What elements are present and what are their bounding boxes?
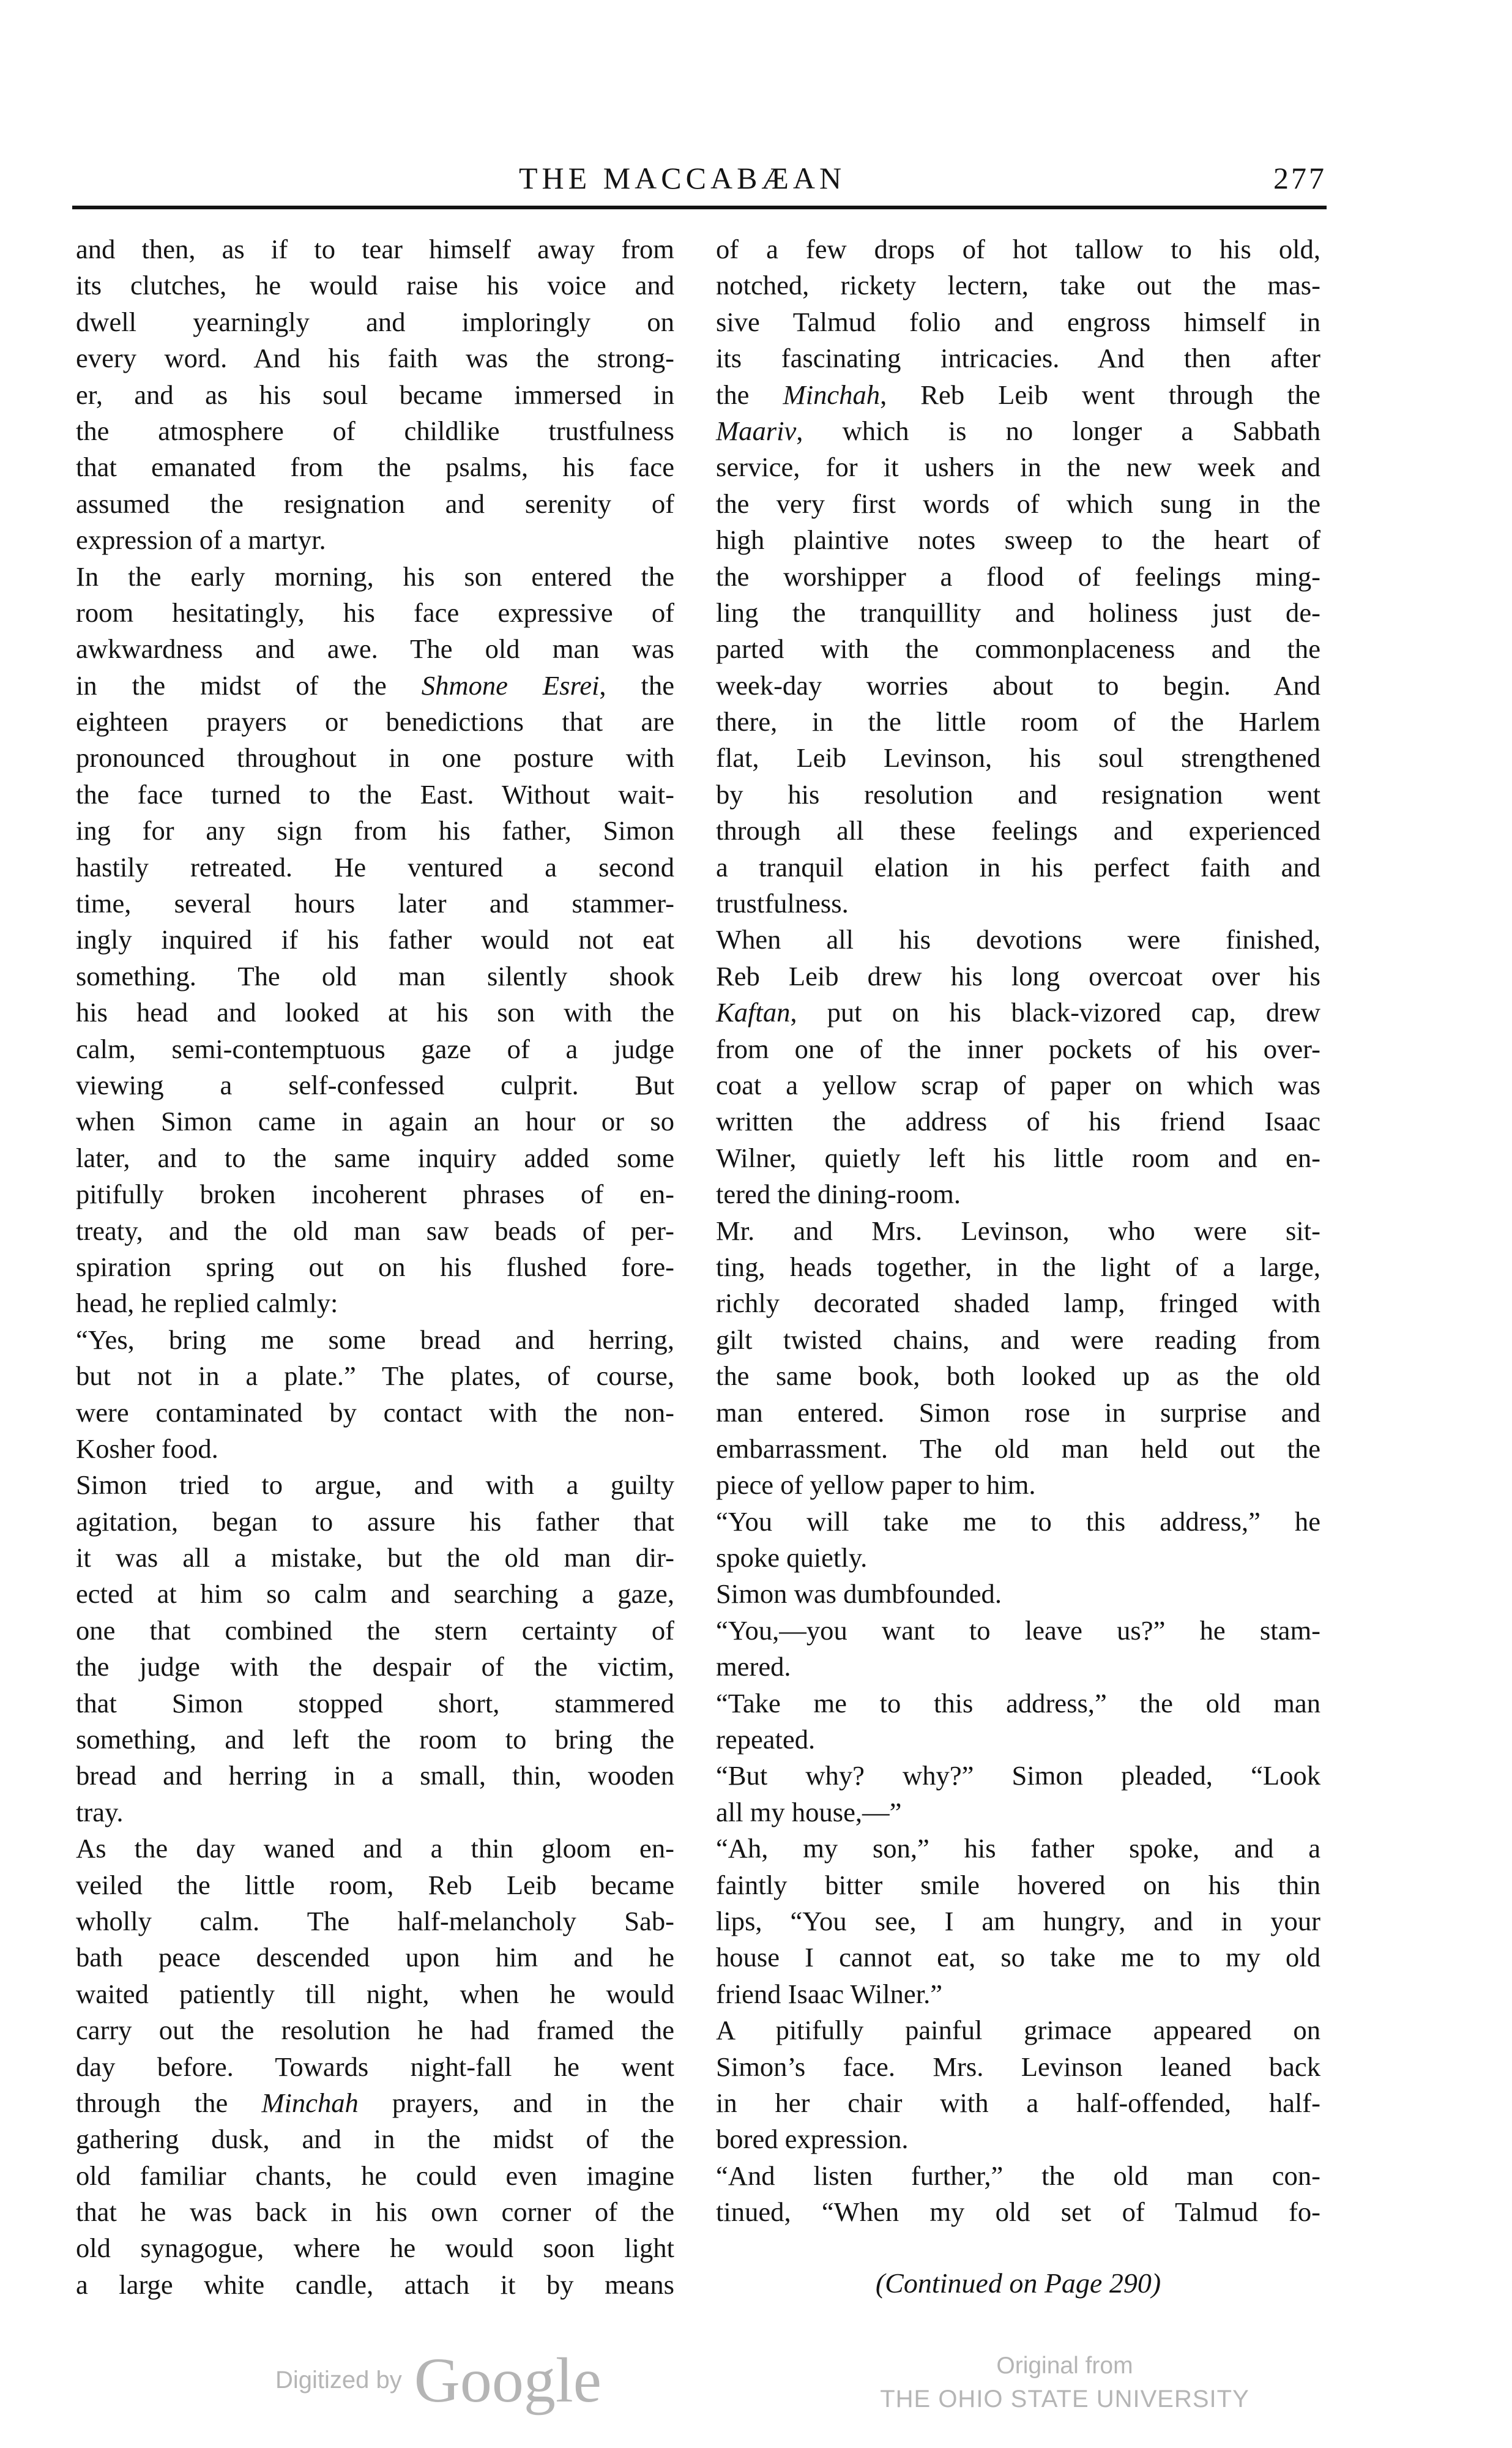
text-line: tinued, “When my old set of Talmud fo- bbox=[716, 2196, 1320, 2228]
text-line: his head and looked at his son with the bbox=[76, 997, 674, 1028]
text-line: through all these feelings and experienced bbox=[716, 815, 1320, 846]
text-line: bored expression. bbox=[716, 2124, 909, 2155]
text-line: from one of the inner pockets of his over- bbox=[716, 1033, 1320, 1064]
text-line: the face turned to the East. Without wait- bbox=[76, 778, 674, 810]
text-line: assumed the resignation and serenity of bbox=[76, 488, 674, 519]
text-line: “Ah, my son,” his father spoke, and a bbox=[716, 1833, 1320, 1864]
text-line: ting, heads together, in the light of a large, bbox=[716, 1251, 1320, 1282]
text-line: one that combined the stern certainty of bbox=[76, 1614, 674, 1646]
google-logo: Google bbox=[414, 2345, 601, 2416]
text-line: When all his devotions were finished, bbox=[716, 924, 1320, 955]
text-line: veiled the little room, Reb Leib became bbox=[76, 1869, 674, 1900]
text-line: spiration spring out on his flushed fore- bbox=[76, 1251, 674, 1282]
text-line: repeated. bbox=[716, 1724, 816, 1755]
text-line: ing for any sign from his father, Simon bbox=[76, 815, 674, 846]
text-line: sive Talmud folio and engross himself in bbox=[716, 306, 1320, 337]
text-line: Kaftan, put on his black-vizored cap, drew bbox=[716, 997, 1320, 1028]
original-from-label: Original from bbox=[996, 2353, 1133, 2379]
text-line: when Simon came in again an hour or so bbox=[76, 1106, 674, 1137]
text-line: the worshipper a flood of feelings ming- bbox=[716, 561, 1320, 592]
text-line: of a few drops of hot tallow to his old, bbox=[716, 234, 1320, 264]
header-rule bbox=[72, 206, 1327, 209]
text-line: that Simon stopped short, stammered bbox=[76, 1687, 674, 1718]
text-line: later, and to the same inquiry added some bbox=[76, 1142, 674, 1173]
text-line: high plaintive notes sweep to the heart of bbox=[716, 524, 1320, 556]
left-column bbox=[76, 231, 674, 2303]
text-line: waited patiently till night, when he would bbox=[76, 1978, 674, 2009]
text-line: in her chair with a half-offended, half- bbox=[716, 2087, 1320, 2118]
text-line: mered. bbox=[716, 1651, 791, 1682]
text-line: by his resolution and resignation went bbox=[716, 778, 1320, 810]
text-line: bath peace descended upon him and he bbox=[76, 1942, 674, 1973]
digitized-by-watermark bbox=[275, 2344, 601, 2416]
text-line: coat a yellow scrap of paper on which was bbox=[716, 1069, 1320, 1100]
text-line: In the early morning, his son entered the bbox=[76, 561, 674, 592]
text-line: through the Minchah prayers, and in the bbox=[76, 2087, 674, 2118]
text-line: agitation, began to assure his father that bbox=[76, 1506, 674, 1537]
text-line: a large white candle, attach it by means bbox=[76, 2269, 674, 2300]
text-line: Reb Leib drew his long overcoat over his bbox=[716, 960, 1320, 991]
text-line: ling the tranquillity and holiness just de- bbox=[716, 597, 1320, 628]
text-line: lips, “You see, I am hungry, and in your bbox=[716, 1905, 1320, 1936]
text-line: week-day worries about to begin. And bbox=[716, 670, 1320, 701]
text-line: treaty, and the old man saw beads of per- bbox=[76, 1215, 674, 1246]
text-line: tered the dining-room. bbox=[716, 1179, 961, 1210]
text-line: “Yes, bring me some bread and herring, bbox=[76, 1324, 674, 1355]
text-line: parted with the commonplaceness and the bbox=[716, 633, 1320, 665]
text-line: flat, Leib Levinson, his soul strengthened bbox=[716, 742, 1320, 774]
text-line: er, and as his soul became immersed in bbox=[76, 379, 674, 410]
text-line: Simon tried to argue, and with a guilty bbox=[76, 1469, 674, 1501]
text-line: there, in the little room of the Harlem bbox=[716, 706, 1320, 737]
text-line: “And listen further,” the old man con- bbox=[716, 2160, 1320, 2191]
text-line: the very first words of which sung in the bbox=[716, 488, 1320, 519]
original-from-watermark bbox=[844, 2350, 1285, 2416]
text-line: its clutches, he would raise his voice and bbox=[76, 270, 674, 301]
text-line: Simon’s face. Mrs. Levinson leaned back bbox=[716, 2051, 1320, 2082]
text-line: expression of a martyr. bbox=[76, 524, 326, 556]
text-line: and then, as if to tear himself away from bbox=[76, 234, 674, 264]
text-line: head, he replied calmly: bbox=[76, 1288, 338, 1319]
text-line: time, several hours later and stammer- bbox=[76, 888, 674, 919]
text-line: service, for it ushers in the new week and bbox=[716, 452, 1320, 483]
text-line: that emanated from the psalms, his face bbox=[76, 452, 674, 483]
text-line: ected at him so calm and searching a gaze, bbox=[76, 1578, 674, 1610]
text-line: but not in a plate.” The plates, of course, bbox=[76, 1360, 674, 1392]
text-line: old familiar chants, he could even imagine bbox=[76, 2160, 674, 2191]
text-line: Mr. and Mrs. Levinson, who were sit- bbox=[716, 1215, 1320, 1246]
text-line: friend Isaac Wilner.” bbox=[716, 1978, 943, 2009]
text-line: “You will take me to this address,” he bbox=[716, 1506, 1320, 1537]
running-header bbox=[72, 160, 1327, 209]
text-line: something, and left the room to bring the bbox=[76, 1724, 674, 1755]
digitized-by-label: Digitized by bbox=[275, 2367, 402, 2394]
text-line: awkwardness and awe. The old man was bbox=[76, 633, 674, 665]
text-line: A pitifully painful grimace appeared on bbox=[716, 2015, 1320, 2046]
text-line: that he was back in his own corner of the bbox=[76, 2196, 674, 2228]
text-line: written the address of his friend Isaac bbox=[716, 1106, 1320, 1137]
text-line: man entered. Simon rose in surprise and bbox=[716, 1397, 1320, 1428]
text-line: gathering dusk, and in the midst of the bbox=[76, 2124, 674, 2155]
text-line: hastily retreated. He ventured a second bbox=[76, 851, 674, 883]
text-line: “You,—you want to leave us?” he stam- bbox=[716, 1614, 1320, 1646]
text-line: in the midst of the Shmone Esrei, the bbox=[76, 670, 675, 701]
text-line: the Minchah, Reb Leib went through the bbox=[716, 379, 1320, 410]
text-line: spoke quietly. bbox=[716, 1542, 868, 1573]
text-line: Maariv, which is no longer a Sabbath bbox=[716, 415, 1320, 446]
university-name: THE OHIO STATE UNIVERSITY bbox=[880, 2386, 1249, 2413]
text-line: calm, semi-contemptuous gaze of a judge bbox=[76, 1033, 674, 1064]
text-line: piece of yellow paper to him. bbox=[716, 1469, 1036, 1501]
text-line: house I cannot eat, so take me to my old bbox=[716, 1942, 1320, 1973]
text-line: room hesitatingly, his face expressive of bbox=[76, 597, 674, 628]
text-line: pronounced throughout in one posture with bbox=[76, 742, 674, 774]
right-column bbox=[716, 231, 1320, 2230]
text-line: tray. bbox=[76, 1796, 124, 1827]
text-line: were contaminated by contact with the non- bbox=[76, 1397, 674, 1428]
text-line: every word. And his faith was the strong- bbox=[76, 343, 674, 374]
journal-title: THE MACCABÆAN bbox=[519, 161, 846, 195]
text-line: day before. Towards night-fall he went bbox=[76, 2051, 674, 2082]
text-line: dwell yearningly and imploringly on bbox=[76, 306, 674, 337]
text-line: Simon was dumbfounded. bbox=[716, 1578, 1002, 1610]
text-line: the atmosphere of childlike trustfulness bbox=[76, 415, 674, 446]
text-line: old synagogue, where he would soon light bbox=[76, 2233, 674, 2264]
text-line: wholly calm. The half-melancholy Sab- bbox=[76, 1905, 674, 1936]
text-line: gilt twisted chains, and were reading from bbox=[716, 1324, 1320, 1355]
text-line: something. The old man silently shook bbox=[76, 960, 674, 991]
text-line: pitifully broken incoherent phrases of en- bbox=[76, 1179, 674, 1210]
text-line: As the day waned and a thin gloom en- bbox=[76, 1833, 674, 1864]
text-line: Kosher food. bbox=[76, 1433, 218, 1464]
text-line: eighteen prayers or benedictions that are bbox=[76, 706, 674, 737]
text-line: all my house,—” bbox=[716, 1796, 902, 1827]
text-line: embarrassment. The old man held out the bbox=[716, 1433, 1320, 1464]
text-line: richly decorated shaded lamp, fringed with bbox=[716, 1288, 1320, 1319]
text-line: “But why? why?” Simon pleaded, “Look bbox=[716, 1760, 1320, 1791]
text-line: it was all a mistake, but the old man dir- bbox=[76, 1542, 674, 1573]
text-line: notched, rickety lectern, take out the mas- bbox=[716, 270, 1320, 301]
continued-note: (Continued on Page 290) bbox=[875, 2267, 1161, 2299]
page-number: 277 bbox=[1273, 161, 1327, 195]
text-line: Wilner, quietly left his little room and en- bbox=[716, 1142, 1320, 1173]
text-line: trustfulness. bbox=[716, 888, 849, 919]
text-line: the same book, both looked up as the old bbox=[716, 1360, 1320, 1392]
text-line: “Take me to this address,” the old man bbox=[716, 1687, 1320, 1718]
text-line: viewing a self-confessed culprit. But bbox=[76, 1069, 674, 1100]
text-line: bread and herring in a small, thin, wooden bbox=[76, 1760, 674, 1791]
text-line: faintly bitter smile hovered on his thin bbox=[716, 1869, 1320, 1900]
text-line: its fascinating intricacies. And then after bbox=[716, 343, 1320, 374]
text-line: carry out the resolution he had framed the bbox=[76, 2015, 674, 2046]
text-line: the judge with the despair of the victim, bbox=[76, 1651, 674, 1682]
text-line: ingly inquired if his father would not eat bbox=[76, 924, 674, 955]
text-line: a tranquil elation in his perfect faith and bbox=[716, 851, 1320, 883]
